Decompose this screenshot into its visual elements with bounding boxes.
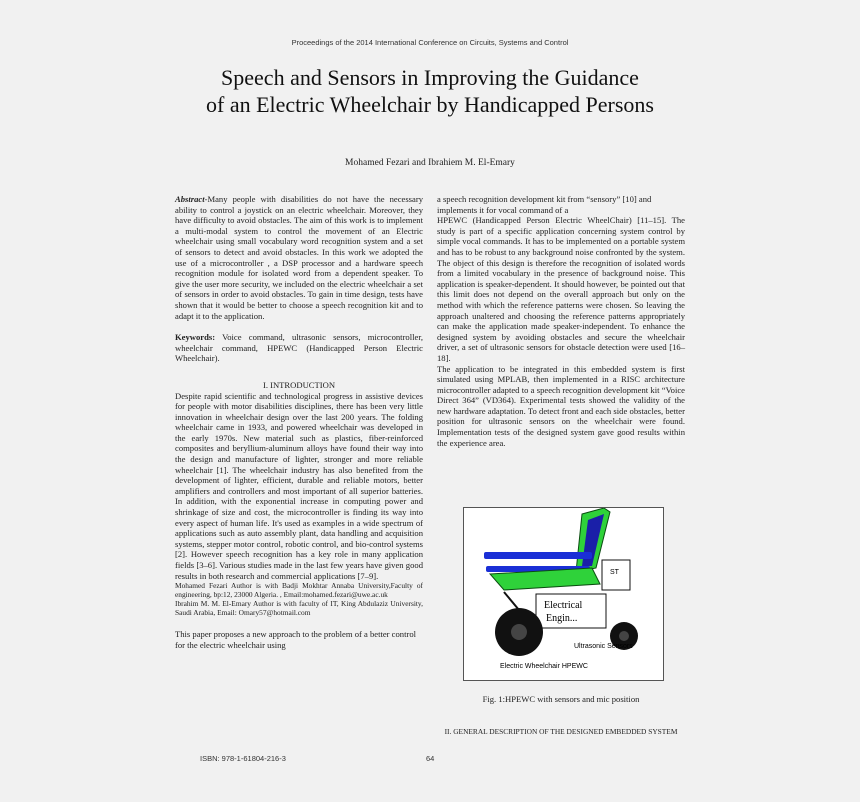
keywords-label: Keywords: (175, 332, 216, 343)
authors-line: Mohamed Fezari and Ibrahiem M. El-Emary (345, 158, 515, 168)
control-box-mark: ST (610, 569, 619, 576)
armrest-upper (484, 552, 592, 559)
keywords-paragraph (175, 332, 423, 364)
engine-label-1: Electrical (544, 600, 583, 611)
wheelchair-figure (463, 507, 664, 681)
figure-inner-title: Electric Wheelchair HPEWC (500, 663, 588, 670)
intro-paragraph: Despite rapid scientific and technological progress in assistive devices for people with motor disabilities disciplines, there has been very little innovation in wheelchair design over the last 200 years. The folding wheelchair came in 1933, and powered wheelchair was developed in the early 1970s. New material such as plastics, fiber-reinforced composites and beryllium-aluminum alloys have found their way into the design and manufacture of lighter, stronger and more reliable wheelchair [1]. The wheelchair industry has also benefited from the development of lighter, efficient, durable and reliable motors, better amplifiers and controllers and most important of all superior batteries. In addition, with the exponential increase in computing power and shrinkage of size and cost, the microcontroller is finding its way into every aspect of human life. It's used as examples in a wide spectrum of applications such as auto assembly plant, data handling and acquisition systems, stepper motor control, robotic control, and bio-control systems [2]. However speech recognition has a key role in many application fields [3–6]. Various studies made in the last few years have given good results in both research and commercial applications [7–9]. (175, 390, 423, 581)
right-column (437, 194, 685, 448)
author-footnote-2: Ibrahim M. M. El-Emary Author is with faculty of IT, King Abdulaziz University, Saudi Arabia, Email: Omary57@hotmail.com (175, 599, 423, 618)
isbn-footer: ISBN: 978-1-61804-216-3 (200, 754, 286, 763)
proceedings-header: Proceedings of the 2014 International Conference on Circuits, Systems and Control (291, 38, 569, 47)
abstract-paragraph (175, 194, 423, 321)
abstract-label: Abstract- (175, 194, 208, 204)
abstract-text: Many people with disabilities do not have the necessary ability to control a joystick on an electric wheelchair. Moreover, they have difficulty to avoid obstacles. The aim of this work is to implement a multi-modal system to control the movement of an Electric wheelchair using small vocabulary word recognition system and a set of sensors to detect and avoid obstacles. In this work we adopted the use of a microcontroller , a DSP processor and a hardware speech recognition module for isolated word from a dependent speaker. To give the user more security, we included on the electric wheelchair a set of sensors in order to avoid obstacles. To gain in time design, tests have shown that it would be better to choose a speech recognition kit and to adapt it to the application. (175, 194, 423, 321)
right-paragraph-1: a speech recognition development kit from “sensory” [10] and implements it for vocal command of a (437, 194, 652, 215)
title-line-2: of an Electric Wheelchair by Handicapped Persons (206, 92, 654, 117)
paper-title (0, 64, 860, 118)
page-number: 64 (426, 754, 435, 763)
figure-caption: Fig. 1:HPEWC with sensors and mic position (482, 694, 640, 704)
left-column (175, 194, 423, 650)
engine-label-2: Engin... (546, 613, 578, 624)
sensors-label: Ultrasonic Sensors (574, 643, 633, 650)
wheelchair-drawing (464, 508, 663, 680)
right-paragraph-2: HPEWC (Handicapped Person Electric WheelChair) [11–15]. The study is part of a specific application concerning system control by simple vocal commands. It has to be implemented on a portable system and has to be robust to any background noise confronted by the system. The object of this design is therefore the recognition of isolated words from a limited vocabulary in the presence of background noise. This application is speaker-dependent. It should however, be pointed out that this limit does not depend on the overall approach but only on the method with which the reference patterns were chosen. So leaving the approach unaltered and choosing the reference patterns appropriately can make the application made speaker-independent. To enhance the designed system by avoiding obstacles and secure the wheelchair driver, a set of ultrasonic sensors for obstacle detection were used [16–18]. (437, 215, 685, 363)
title-line-1: Speech and Sensors in Improving the Guidance (221, 65, 639, 90)
author-footnote-1: Mohamed Fezari Author is with Badji Mokhtar Annaba University,Faculty of engineering, bp:12, 23000 Algeria. , Email:mohamed.fezari@uwe.ac.uk (175, 581, 423, 600)
rear-wheel-hub (511, 624, 527, 640)
keywords-text: Voice command, ultrasonic sensors, microcontroller, wheelchair command, HPEWC (Handicapped Person Electric Wheelchair). (175, 332, 423, 364)
front-wheel-hub (619, 631, 629, 641)
section-2-heading: II. GENERAL DESCRIPTION OF THE DESIGNED EMBEDDED SYSTEM (444, 727, 678, 736)
right-paragraph-3: The application to be integrated in this embedded system is first simulated using MPLAB, then implemented in a RISC architecture microcontroller adapted to a speech recognition development kit “Voice Direct 364” (VD364). Experimental tests showed the validity of the new hardware adaptation. To detect front and each side obstacles, better position for ultrasonic sensors on the wheelchair were found. Implementation tests of the designed system gave good results within the experience area. (437, 363, 685, 448)
paper-proposal-paragraph: This paper proposes a new approach to the problem of a better control for the electric wheelchair using (175, 629, 417, 650)
intro-heading: I. INTRODUCTION (262, 379, 336, 390)
